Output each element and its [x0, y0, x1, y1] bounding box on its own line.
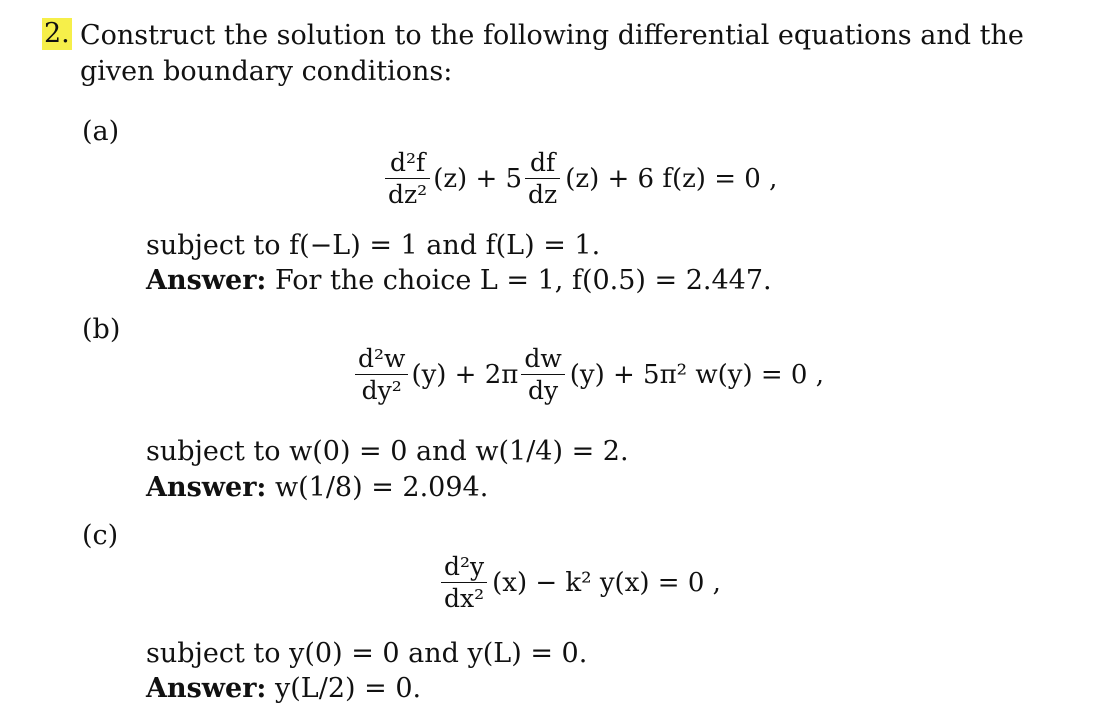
part-a-answer-text: For the choice L = 1, f(0.5) = 2.447.: [275, 265, 772, 296]
part-a-equation: [382, 148, 778, 210]
part-c-equation: [438, 552, 721, 614]
part-a-fraction-1: [385, 148, 430, 210]
part-b-label: (b): [82, 314, 121, 345]
question-number: 2.: [44, 18, 70, 49]
part-a-answer: [146, 265, 772, 297]
part-b-frac2-denominator: dy: [527, 376, 559, 406]
part-b-equation: [352, 344, 824, 406]
part-c-answer-text: y(L/2) = 0.: [275, 673, 422, 704]
part-c-conditions: subject to y(0) = 0 and y(L) = 0.: [146, 638, 588, 669]
part-a-frac2-numerator: df: [530, 148, 556, 177]
part-b-answer-text: w(1/8) = 2.094.: [275, 472, 489, 503]
part-a-conditions: subject to f(−L) = 1 and f(L) = 1.: [146, 230, 601, 261]
part-b-mid-term: (y) + 2π: [411, 359, 519, 390]
part-a-mid-term: (z) + 5: [433, 163, 523, 194]
question-text: Construct the solution to the following differential equations and the given boundary conditions:: [80, 20, 1024, 87]
part-c-frac1-denominator: dx²: [444, 584, 485, 614]
part-b-answer-label: Answer:: [146, 472, 267, 503]
part-b-answer: [146, 472, 488, 504]
part-a-answer-label: Answer:: [146, 265, 267, 296]
part-a-label: (a): [82, 116, 120, 147]
part-a-fraction-2: [525, 148, 560, 210]
part-c-fraction-1: [441, 552, 487, 614]
part-a-frac2-denominator: dz: [528, 180, 558, 210]
part-a-frac1-numerator: d²f: [389, 148, 426, 177]
part-c-tail-term: (x) − k² y(x) = 0 ,: [492, 567, 721, 598]
part-b-frac1-denominator: dy²: [361, 376, 402, 406]
part-b-frac2-numerator: dw: [524, 344, 562, 373]
part-c-answer-label: Answer:: [146, 673, 267, 704]
part-b-fraction-2: [521, 344, 564, 406]
part-b-tail-term: (y) + 5π² w(y) = 0 ,: [569, 359, 824, 390]
part-a-frac1-denominator: dz²: [388, 180, 428, 210]
part-b-conditions: subject to w(0) = 0 and w(1/4) = 2.: [146, 436, 629, 467]
part-c-answer: [146, 673, 421, 705]
part-b-fraction-1: [355, 344, 408, 406]
part-c-frac1-numerator: d²y: [444, 552, 485, 581]
part-c-label: (c): [82, 520, 119, 551]
part-a-tail-term: (z) + 6 f(z) = 0 ,: [565, 163, 778, 194]
part-b-frac1-numerator: d²w: [358, 344, 406, 373]
